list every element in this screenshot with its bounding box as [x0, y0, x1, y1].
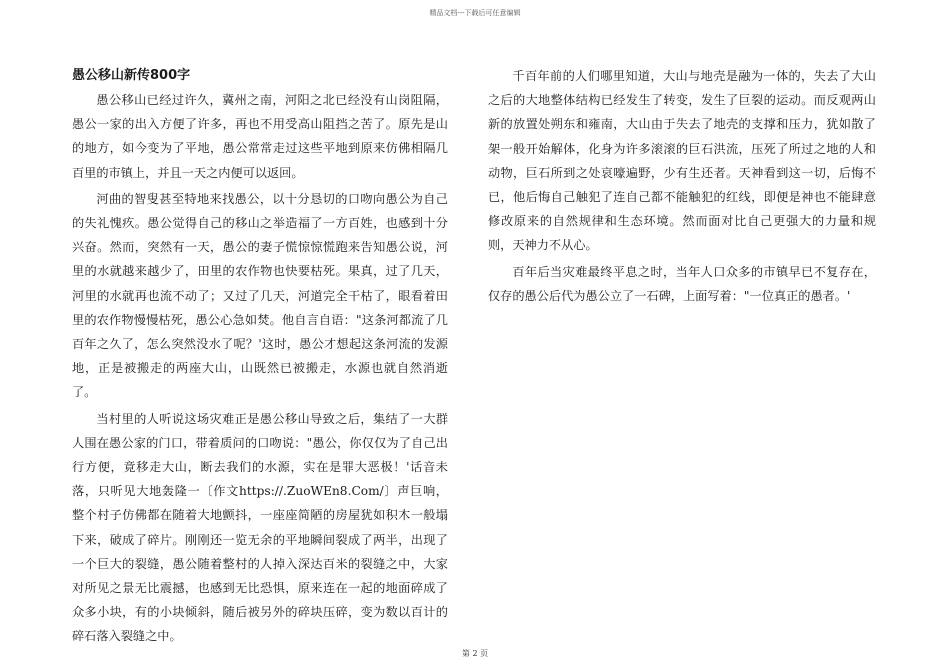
- right-column: [488, 64, 876, 310]
- paragraph: 百年后当灾难最终平息之时，当年人口众多的市镇早已不复存在，仅存的愚公后代为愚公立了一石碑，上面写着："一位真正的愚者。': [488, 264, 876, 303]
- page-number: 第 2 页: [461, 649, 489, 658]
- paragraph: 河曲的智叟甚至特地来找愚公，以十分恳切的口吻向愚公为自己的失礼愧疚。愚公觉得自己的移山之举造福了一方百姓，也感到十分兴奋。然而，突然有一天，愚公的妻子慌惊惊慌跑来告知愚公说，河里的水就越来越少了，田里的农作物也快要枯死。果真，过了几天，河里的水就再也流不动了；又过了几天，河道完全干枯了，眼看着田里的农作物慢慢枯死，愚公心急如焚。他自言自语："这条河都流了几百年之久了，怎么突然没水了呢？'这时，愚公才想起这条河流的发源地，正是被搬走的两座大山，山既然已被搬走，水源也就自然消逝了。: [72, 191, 448, 400]
- paragraph: 愚公移山已经过许久，冀州之南，河阳之北已经没有山岗阻隔，愚公一家的出入方便了许多，再也不用受高山阻挡之苦了。原先是山的地方，如今变为了平地，愚公常常走过这些平地到原来仿佛相隔几百里的市镇上，并且一天之内便可以返回。: [72, 93, 448, 180]
- left-column: [72, 64, 448, 651]
- article-title: 愚公移山新传800字: [72, 68, 191, 83]
- page-header: 精品文档---下载后可任意编辑: [429, 9, 521, 17]
- paragraph: 千百年前的人们哪里知道，大山与地壳是融为一体的，失去了大山之后的大地整体结构已经发生了转变，发生了巨裂的运动。而反观两山新的放置处朔东和雍南，大山由于失去了地壳的支撑和压力，犹如散了架一般开始解体，化身为许多滚滚的巨石洪流，压死了所过之地的人和动物，巨石所到之处哀嚎遍野，少有生还者。天神看到这一切，后悔不已，他后悔自己触犯了连自己都不能触犯的红线，即便是神也不能肆意修改原来的自然规律和生态环境。然而面对比自己更强大的力量和规则，天神力不从心。: [488, 69, 876, 253]
- paragraph: 当村里的人听说这场灾难正是愚公移山导致之后，集结了一大群人围在愚公家的门口，带着质问的口吻说："愚公，你仅仅为了自己出行方便，竟移走大山，断去我们的水源，实在是罪大恶极！'话音未落，只听见大地轰隆一〔作文https://.ZuoWEn8.Com/〕声巨响，整个村子仿佛都在随着大地颤抖，一座座简陋的房屋犹如积木一般塌下来，破成了碎片。刚刚还一览无余的平地瞬间裂成了两半，出现了一个巨大的裂缝，愚公随着整村的人掉入深达百米的裂缝之中，大家对所见之景无比震撼，也感到无比恐惧，原来连在一起的地面碎成了众多小块，有的小块倾斜，随后被另外的碎块压碎，变为数以百计的碎石落入裂缝之中。: [72, 411, 448, 644]
